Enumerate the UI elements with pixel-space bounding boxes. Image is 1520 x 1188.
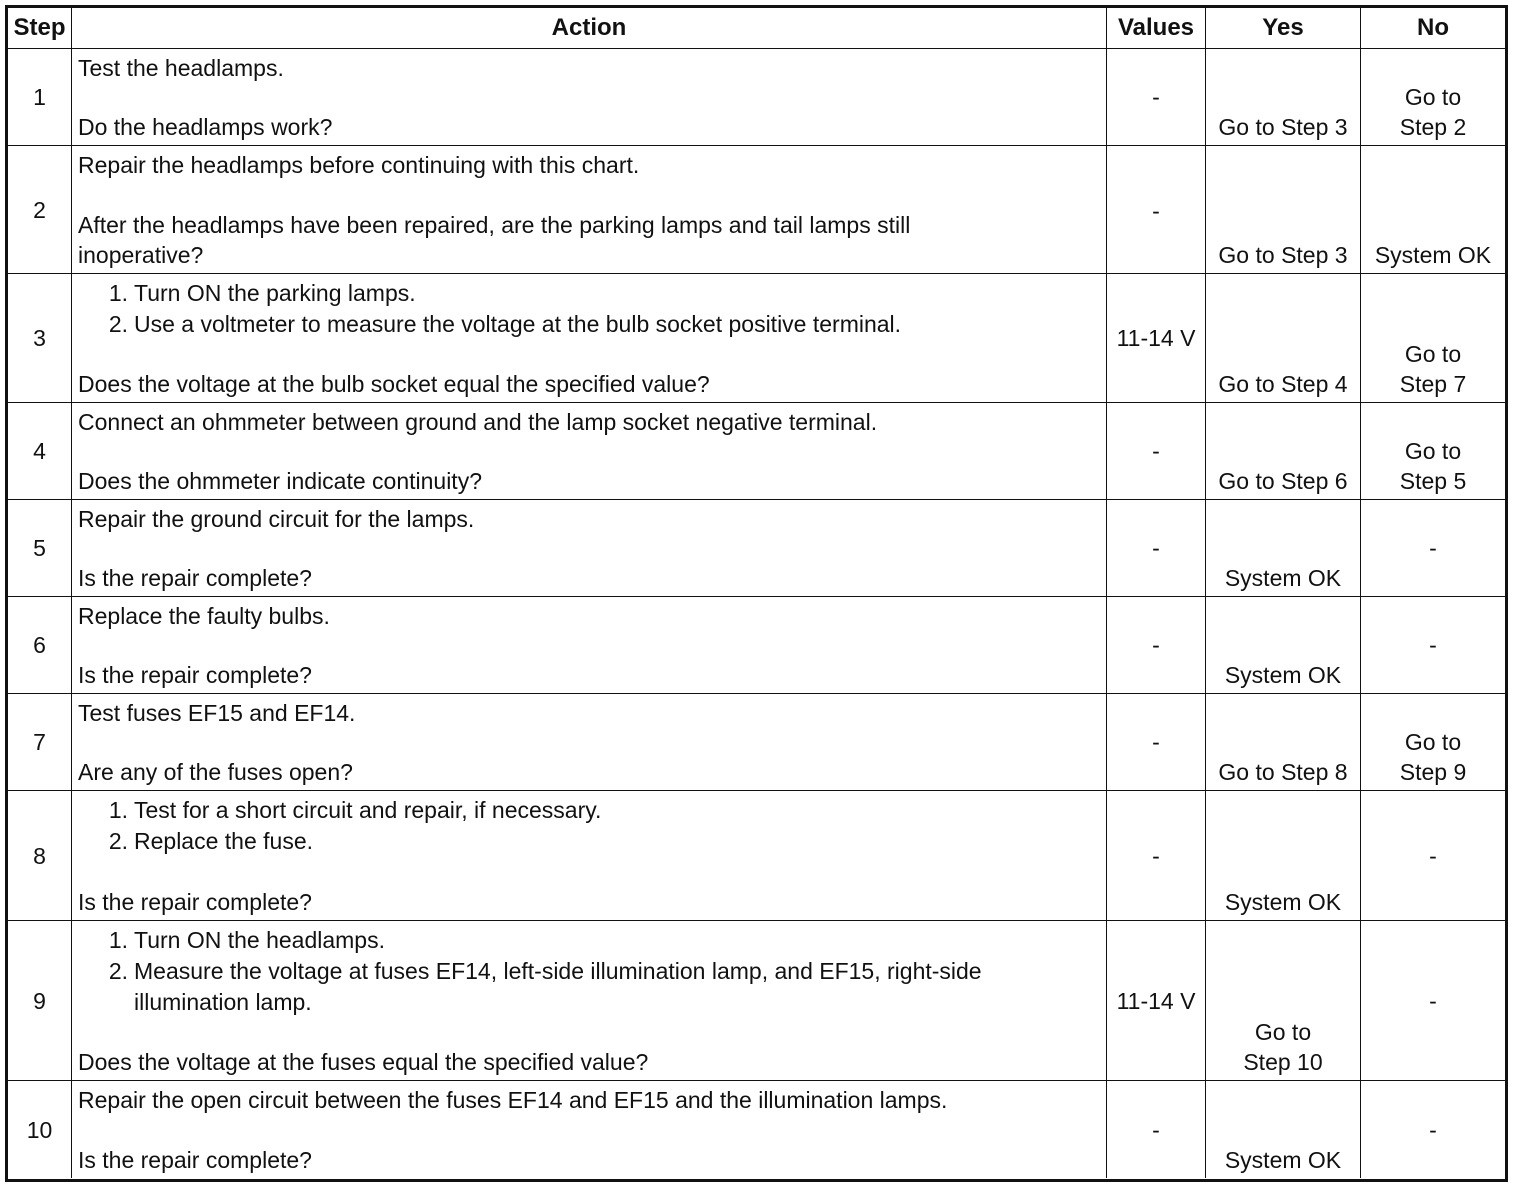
header-step: Step <box>8 8 72 49</box>
action-cell <box>72 921 1107 1081</box>
action-cell <box>72 597 1107 694</box>
yes-cell: Go to Step 3 <box>1206 49 1361 146</box>
action-cell <box>72 49 1107 146</box>
header-values: Values <box>1107 8 1206 49</box>
no-cell <box>1361 49 1505 146</box>
action-cell <box>72 403 1107 500</box>
list-text: Use a voltmeter to measure the voltage at the bulb socket positive terminal. <box>134 311 902 337</box>
list-number: 1. <box>108 927 128 953</box>
list-item <box>78 956 1100 1018</box>
no-cell: - <box>1361 597 1505 694</box>
no-line: Go to <box>1404 341 1462 367</box>
yes-cell: System OK <box>1206 1081 1361 1178</box>
value-cell: - <box>1107 791 1206 921</box>
header-yes: Yes <box>1206 8 1361 49</box>
action-cell <box>72 791 1107 921</box>
yes-line: Go to <box>1254 1019 1312 1045</box>
action-question: Are any of the fuses open? <box>78 759 353 785</box>
step-number: 4 <box>8 403 72 500</box>
action-question: Is the repair complete? <box>78 565 312 591</box>
yes-cell: Go to Step 8 <box>1206 694 1361 791</box>
list-text: Replace the fuse. <box>134 828 314 854</box>
list-item <box>78 278 1100 309</box>
value-cell: - <box>1107 1081 1206 1178</box>
action-question: Is the repair complete? <box>78 889 312 915</box>
value-cell: 11-14 V <box>1107 921 1206 1081</box>
step-number: 3 <box>8 274 72 403</box>
action-question: Does the voltage at the fuses equal the specified value? <box>78 1049 649 1075</box>
yes-cell: Go to Step 4 <box>1206 274 1361 403</box>
action-question: Does the ohmmeter indicate continuity? <box>78 468 482 494</box>
step-number: 5 <box>8 500 72 597</box>
step-number: 6 <box>8 597 72 694</box>
no-line: Step 7 <box>1399 371 1467 397</box>
step-number: 1 <box>8 49 72 146</box>
list-text: Measure the voltage at fuses EF14, left-side illumination lamp, and EF15, right-side illumination lamp. <box>134 958 982 1015</box>
yes-cell: System OK <box>1206 597 1361 694</box>
action-intro: Repair the open circuit between the fuses EF14 and EF15 and the illumination lamps. <box>78 1087 948 1113</box>
header-action: Action <box>72 8 1107 49</box>
yes-cell: System OK <box>1206 791 1361 921</box>
list-number: 2. <box>108 311 128 337</box>
no-line: Go to <box>1404 729 1462 755</box>
action-question: Do the headlamps work? <box>78 114 333 140</box>
list-number: 1. <box>108 280 128 306</box>
value-cell: - <box>1107 597 1206 694</box>
list-number: 2. <box>108 828 128 854</box>
value-cell: - <box>1107 694 1206 791</box>
step-number: 9 <box>8 921 72 1081</box>
value-cell: - <box>1107 146 1206 274</box>
action-cell <box>72 146 1107 274</box>
value-cell: - <box>1107 403 1206 500</box>
action-intro: Connect an ohmmeter between ground and the lamp socket negative terminal. <box>78 409 878 435</box>
list-text: Turn ON the headlamps. <box>134 927 385 953</box>
no-cell: - <box>1429 1116 1437 1143</box>
list-item <box>78 925 1100 956</box>
value-cell: - <box>1107 500 1206 597</box>
no-line: Go to <box>1404 438 1462 464</box>
action-cell <box>72 694 1107 791</box>
action-steps-list <box>78 925 1100 1018</box>
no-cell: - <box>1361 921 1505 1081</box>
value-cell: 11-14 V <box>1107 274 1206 403</box>
action-cell <box>72 500 1107 597</box>
action-intro: Repair the headlamps before continuing with this chart. <box>78 152 640 178</box>
list-text: Turn ON the parking lamps. <box>134 280 416 306</box>
action-cell <box>72 274 1107 403</box>
yes-line: Step 10 <box>1243 1049 1323 1075</box>
list-item <box>78 309 1100 340</box>
list-item <box>78 826 1100 857</box>
action-question: Does the voltage at the bulb socket equal the specified value? <box>78 371 710 397</box>
value-cell: - <box>1107 49 1206 146</box>
list-number: 1. <box>108 797 128 823</box>
header-no: No <box>1361 8 1505 49</box>
action-intro: Replace the faulty bulbs. <box>78 603 330 629</box>
action-steps-list <box>78 795 1100 857</box>
yes-cell: Go to Step 3 <box>1206 146 1361 274</box>
yes-cell <box>1206 921 1361 1081</box>
action-question: Is the repair complete? <box>78 1147 312 1173</box>
no-line: Go to <box>1404 84 1462 110</box>
no-cell <box>1361 274 1505 403</box>
action-steps-list <box>78 278 1100 340</box>
step-number: 7 <box>8 694 72 791</box>
no-cell: System OK <box>1361 146 1505 274</box>
step-number: 8 <box>8 791 72 921</box>
action-intro: Test the headlamps. <box>78 55 284 81</box>
no-cell: - <box>1361 791 1505 921</box>
step-number: 2 <box>8 146 72 274</box>
step-number: 10 <box>8 1081 72 1178</box>
action-question: Is the repair complete? <box>78 662 312 688</box>
list-number: 2. <box>108 958 128 984</box>
diagnostic-table <box>5 5 1508 1182</box>
yes-cell: System OK <box>1206 500 1361 597</box>
no-cell <box>1361 694 1505 791</box>
no-cell: - <box>1361 500 1505 597</box>
no-line: Step 2 <box>1399 114 1467 140</box>
no-line: Step 9 <box>1399 759 1467 785</box>
action-intro: Repair the ground circuit for the lamps. <box>78 506 475 532</box>
action-cell <box>72 1081 1107 1178</box>
no-cell <box>1361 403 1505 500</box>
yes-cell: Go to Step 6 <box>1206 403 1361 500</box>
no-line: Step 5 <box>1399 468 1467 494</box>
list-text: Test for a short circuit and repair, if necessary. <box>134 797 602 823</box>
list-item <box>78 795 1100 826</box>
action-intro: Test fuses EF15 and EF14. <box>78 700 356 726</box>
action-question: After the headlamps have been repaired, are the parking lamps and tail lamps still inoperative? <box>78 212 911 268</box>
